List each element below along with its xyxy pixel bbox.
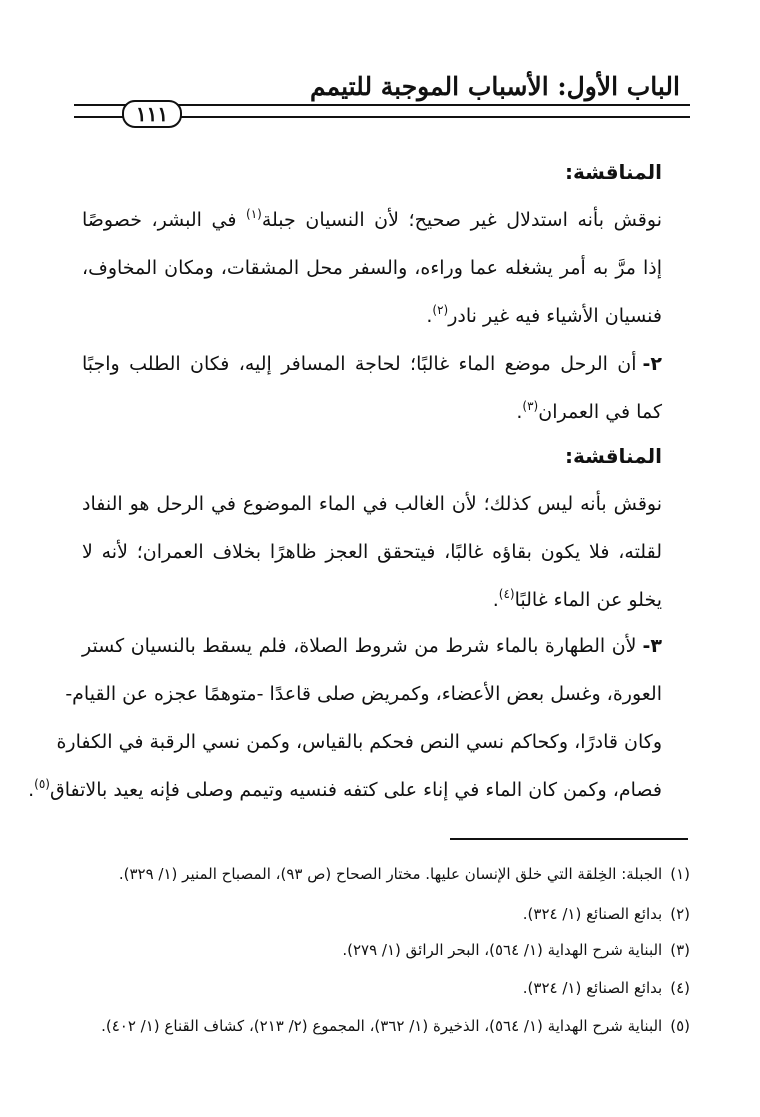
point-2-line-2 bbox=[82, 398, 662, 426]
point-3-line-3 bbox=[56, 728, 662, 756]
footnote-ref[interactable]: (٤) bbox=[498, 587, 515, 601]
footnote-ref[interactable]: (٥) bbox=[34, 777, 50, 791]
line-text: وكان قادرًا، وكحاكم نسي النص فحكم بالقياس، وكمن نسي الرقبة في الكفارة bbox=[56, 731, 662, 753]
discussion-heading-2 bbox=[82, 442, 662, 470]
footnote-number: (٤) bbox=[670, 979, 690, 997]
line-text: أن الرحل موضع الماء غالبًا؛ لحاجة المسافر إليه، فكان الطلب واجبًا bbox=[82, 353, 637, 375]
line-text: نوقش بأنه استدلال غير صحيح؛ لأن النسيان جبلة bbox=[261, 209, 662, 231]
footnote-separator bbox=[450, 838, 688, 840]
paragraph-line bbox=[82, 254, 662, 282]
line-text: العورة، وغسل بعض الأعضاء، وكمريض صلى قاعدًا -متوهمًا عجزه عن القيام- bbox=[65, 683, 662, 705]
line-text: يخلو عن الماء غالبًا bbox=[514, 589, 662, 611]
paragraph-line bbox=[82, 490, 662, 518]
footnote-text: الجبلة: الخِلقة التي خلق الإنسان عليها. مختار الصحاح (ص ٩٣)، المصباح المنير (١/ ٣٢٩). bbox=[118, 865, 663, 883]
footnote-number: (١) bbox=[670, 865, 690, 883]
footnote bbox=[90, 862, 690, 886]
heading-text: المناقشة: bbox=[564, 160, 662, 184]
page-number bbox=[122, 100, 182, 128]
footnote bbox=[90, 1014, 690, 1038]
footnote bbox=[90, 938, 690, 962]
line-text: فصام، وكمن كان الماء في إناء على كتفه فنسيه وتيمم وصلى فإنه يعيد بالاتفاق bbox=[49, 779, 662, 801]
line-text: لقلته، فلا يكون بقاؤه غالبًا، فيتحقق العجز ظاهرًا بخلاف العمران؛ لأنه لا bbox=[82, 541, 662, 563]
paragraph-line bbox=[82, 206, 662, 234]
line-text: . bbox=[516, 401, 523, 423]
line-text: فنسيان الأشياء فيه غير نادر bbox=[448, 305, 662, 327]
point-number: ٣- bbox=[642, 635, 662, 657]
footnote-ref[interactable]: (١) bbox=[246, 207, 262, 221]
footnote-number: (٥) bbox=[670, 1017, 690, 1035]
point-3-line-1 bbox=[82, 632, 662, 660]
footnote-text: بدائع الصنائع (١/ ٣٢٤). bbox=[522, 979, 663, 997]
line-text: إذا مرَّ به أمر يشغله عما وراءه، والسفر محل المشقات، ومكان المخاوف، bbox=[82, 257, 662, 279]
footnote-ref[interactable]: (٢) bbox=[432, 303, 449, 317]
discussion-heading-1 bbox=[82, 158, 662, 186]
footnote-number: (٣) bbox=[670, 941, 690, 959]
footnote-text: بدائع الصنائع (١/ ٣٢٤). bbox=[522, 905, 663, 923]
point-number: ٢- bbox=[642, 353, 662, 375]
line-text: . bbox=[492, 589, 499, 611]
footnote-number: (٢) bbox=[670, 905, 690, 923]
line-text: كما في العمران bbox=[538, 401, 662, 423]
line-text: . bbox=[28, 779, 35, 801]
point-2-line-1 bbox=[82, 350, 662, 378]
footnote-ref[interactable]: (٣) bbox=[522, 399, 539, 413]
footnote-text: البناية شرح الهداية (١/ ٥٦٤)، البحر الرائق (١/ ٢٧٩). bbox=[342, 941, 663, 959]
paragraph-line bbox=[82, 538, 662, 566]
footnote bbox=[90, 976, 690, 1000]
page-number-text: ١١١ bbox=[135, 102, 169, 126]
line-text: . bbox=[426, 305, 433, 327]
running-head-title: الباب الأول: الأسباب الموجبة للتيمم bbox=[310, 72, 680, 101]
heading-text: المناقشة: bbox=[564, 444, 662, 468]
footnote-text: البناية شرح الهداية (١/ ٥٦٤)، الذخيرة (١/ ٣٦٢)، المجموع (٢/ ٢١٣)، كشاف القناع (١/ ٤٠٢). bbox=[101, 1017, 663, 1035]
line-text: لأن الطهارة بالماء شرط من شروط الصلاة، فلم يسقط بالنسيان كستر bbox=[82, 635, 637, 657]
paragraph-line bbox=[82, 302, 662, 330]
paragraph-line bbox=[82, 586, 662, 614]
line-text: في البشر، خصوصًا bbox=[82, 209, 246, 231]
footnote bbox=[90, 902, 690, 926]
point-3-line-2 bbox=[65, 680, 662, 708]
line-text: نوقش بأنه ليس كذلك؛ لأن الغالب في الماء الموضوع في الرحل هو النفاد bbox=[82, 493, 662, 515]
point-3-line-4 bbox=[28, 776, 662, 804]
